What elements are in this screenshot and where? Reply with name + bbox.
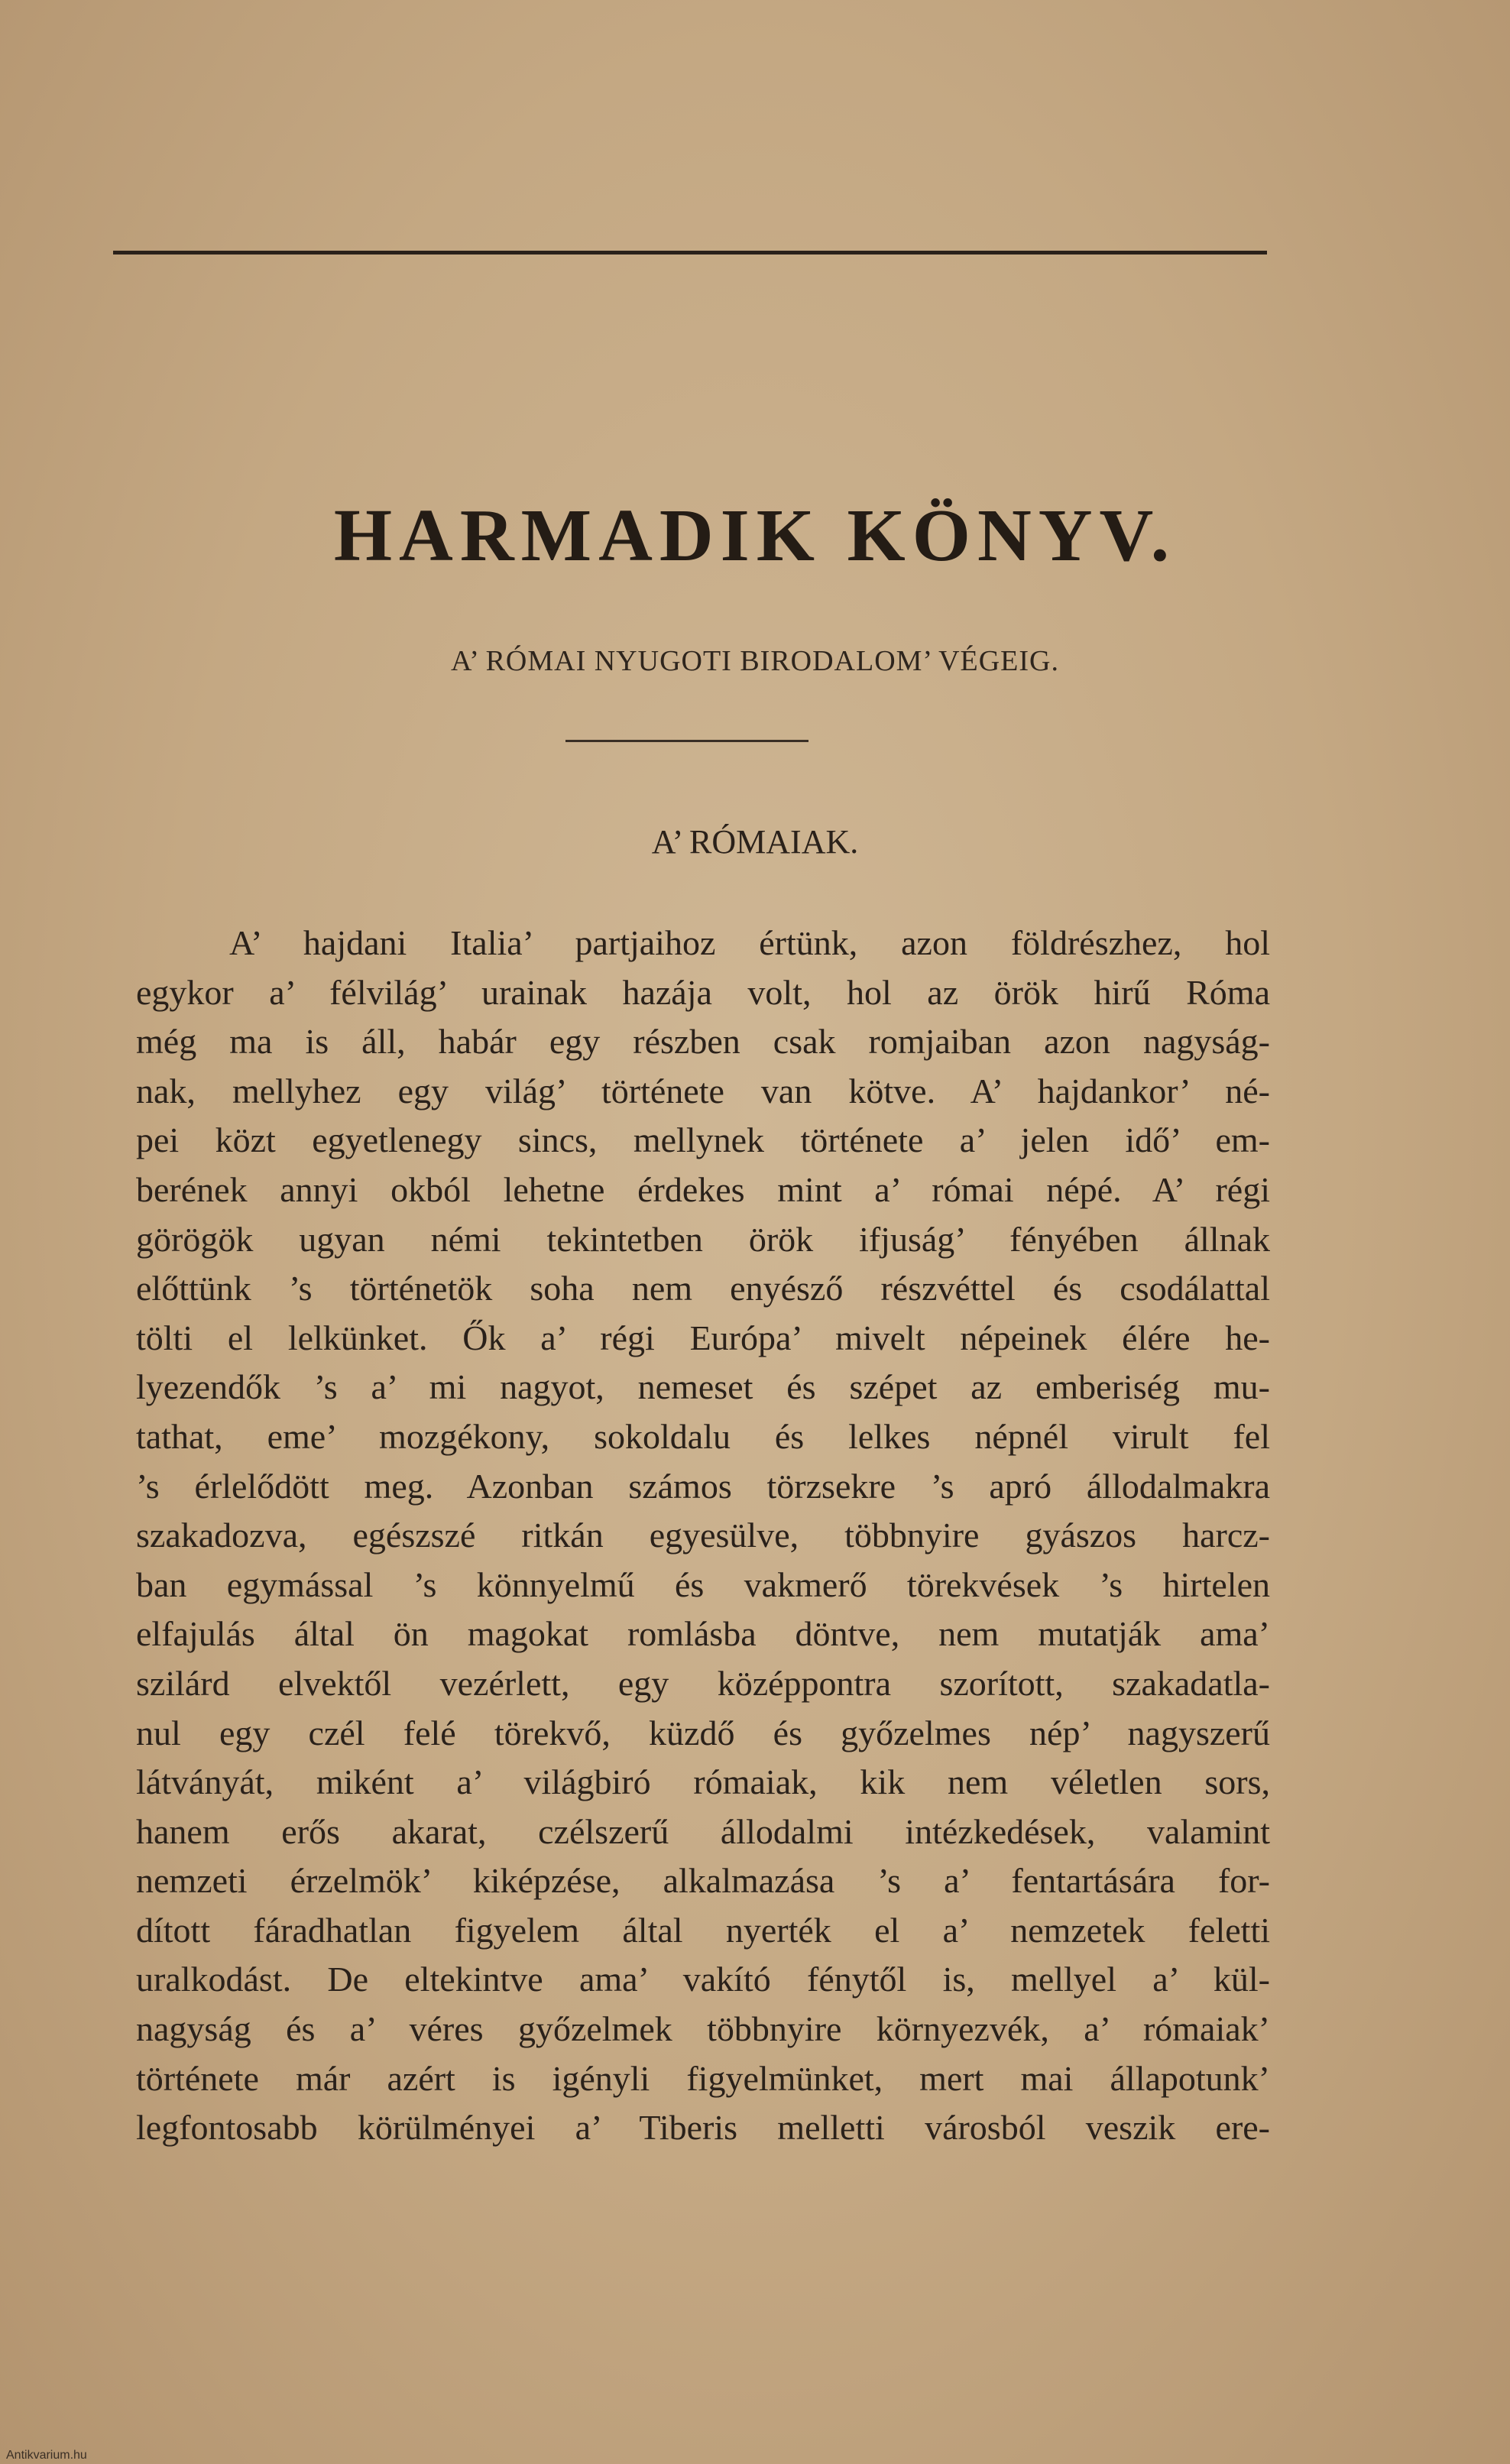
text-line: legfontosabb körülményei a’ Tiberis melletti városból veszik ere-: [136, 2108, 1270, 2148]
text-line: hanem erős akarat, czélszerű állodalmi intézkedések, valamint: [136, 1811, 1270, 1851]
text-line: uralkodást. De eltekintve ama’ vakító fénytől is, mellyel a’ kül-: [136, 1960, 1270, 1999]
text-line: dított fáradhatlan figyelem által nyerték el a’ nemzetek feletti: [136, 1910, 1270, 1950]
body-text: [136, 919, 1270, 2153]
text-line: elfajulás által ön magokat romlásba döntve, nem mutatják ama’: [136, 1614, 1270, 1654]
text-line: nagyság és a’ véres győzelmek többnyire környezvék, a’ rómaiak’: [136, 2009, 1270, 2049]
text-line: egykor a’ félvilág’ urainak hazája volt, hol az örök hirű Róma: [136, 972, 1270, 1012]
text-line: története már azért is igényli figyelmünket, mert mai állapotunk’: [136, 2058, 1270, 2098]
text-line: berének annyi okból lehetne érdekes mint a’ római népé. A’ régi: [136, 1169, 1270, 1209]
text-line: nak, mellyhez egy világ’ története van kötve. A’ hajdankor’ né-: [136, 1071, 1270, 1110]
text-line: előttünk ’s történetök soha nem enyésző részvéttel és csodálattal: [136, 1269, 1270, 1308]
text-line: tölti el lelkünket. Ők a’ régi Európa’ mivelt népeinek élére he-: [136, 1318, 1270, 1357]
text-line: tathat, eme’ mozgékony, sokoldalu és lelkes népnél virult fel: [136, 1416, 1270, 1456]
book-subtitle: A’ RÓMAI NYUGOTI BIRODALOM’ VÉGEIG.: [451, 645, 1059, 677]
text-line: látványát, miként a’ világbiró rómaiak, kik nem véletlen sors,: [136, 1762, 1270, 1802]
text-line: görögök ugyan némi tekintetben örök ifjuság’ fényében állnak: [136, 1219, 1270, 1259]
footer-watermark: Antikvarium.hu: [6, 2449, 87, 2462]
book-title: HARMADIK KÖNYV.: [333, 494, 1177, 577]
section-heading: A’ RÓMAIAK.: [651, 823, 859, 861]
top-rule: [113, 251, 1267, 255]
text-line: pei közt egyetlenegy sincs, mellynek története a’ jelen idő’ em-: [136, 1120, 1270, 1160]
section-divider: [565, 740, 808, 742]
text-line: ’s érlelődött meg. Azonban számos törzsekre ’s apró állodalmakra: [136, 1466, 1270, 1506]
text-line: nul egy czél felé törekvő, küzdő és győzelmes nép’ nagyszerű: [136, 1713, 1270, 1752]
text-line: lyezendők ’s a’ mi nagyot, nemeset és szépet az emberiség mu-: [136, 1367, 1270, 1407]
text-line: ban egymással ’s könnyelmű és vakmerő törekvések ’s hirtelen: [136, 1564, 1270, 1604]
text-line: szilárd elvektől vezérlett, egy középpontra szorított, szakadatla-: [136, 1663, 1270, 1703]
text-line: A’ hajdani Italia’ partjaihoz értünk, azon földrészhez, hol: [229, 923, 1270, 962]
text-line: még ma is áll, habár egy részben csak romjaiban azon nagyság-: [136, 1022, 1270, 1062]
text-line: szakadozva, egészszé ritkán egyesülve, többnyire gyászos harcz-: [136, 1516, 1270, 1555]
text-line: nemzeti érzelmök’ kiképzése, alkalmazása ’s a’ fentartására for-: [136, 1861, 1270, 1901]
